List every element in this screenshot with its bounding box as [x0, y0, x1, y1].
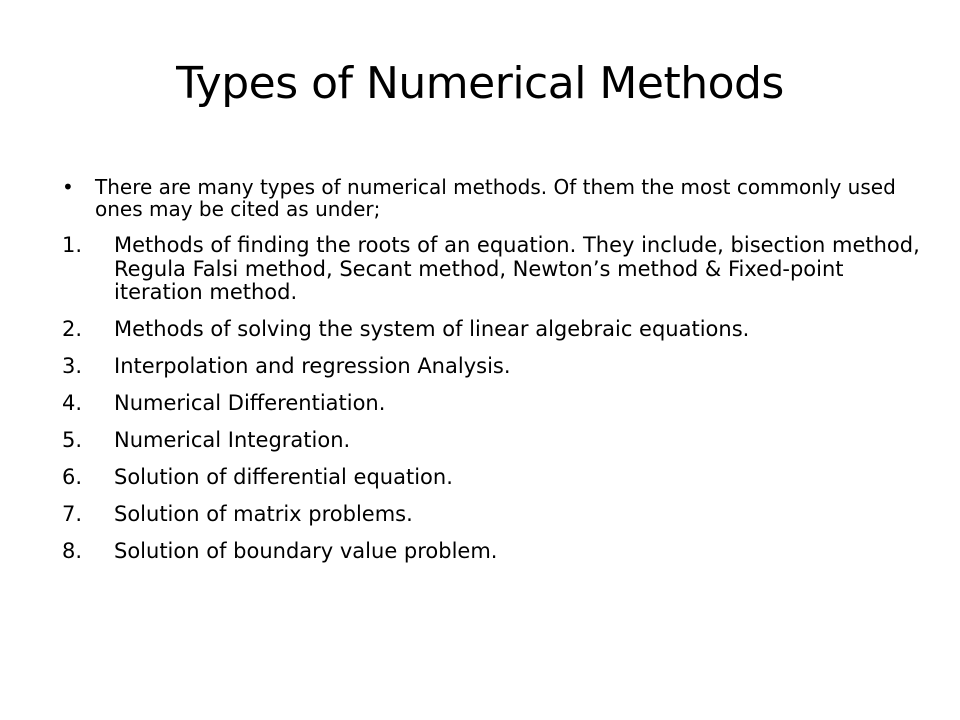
- numbered-list: [62, 234, 922, 564]
- list-item-number: 8.: [62, 539, 83, 563]
- list-item: [62, 318, 922, 342]
- list-item: [62, 540, 922, 564]
- list-item: [62, 503, 922, 527]
- list-item-text: Solution of matrix problems.: [114, 502, 413, 526]
- list-item: [62, 466, 922, 490]
- list-item-text: Interpolation and regression Analysis.: [114, 354, 511, 378]
- list-item-number: 4.: [62, 391, 83, 415]
- list-item: [62, 392, 922, 416]
- list-item-text: Solution of boundary value problem.: [114, 539, 498, 563]
- list-item-number: 3.: [62, 354, 83, 378]
- list-item-number: 2.: [62, 317, 83, 341]
- slide-title: Types of Numerical Methods: [176, 58, 784, 109]
- list-item-text: Methods of solving the system of linear algebraic equations.: [114, 317, 750, 341]
- list-item: [62, 355, 922, 379]
- list-item-text: Solution of differential equation.: [114, 465, 453, 489]
- list-item-text: Numerical Integration.: [114, 428, 351, 452]
- list-item-number: 5.: [62, 428, 83, 452]
- list-item-text: Numerical Differentiation.: [114, 391, 386, 415]
- list-item-text: Methods of finding the roots of an equation. They include, bisection method, Regula Falsi method, Secant method, Newton’s method & Fixed-point iteration method.: [114, 233, 920, 304]
- list-item: [62, 429, 922, 453]
- list-item-number: 6.: [62, 465, 83, 489]
- list-item-number: 7.: [62, 502, 83, 526]
- intro-text: There are many types of numerical methods. Of them the most commonly used ones may be cited as under;: [95, 175, 896, 221]
- intro-paragraph: [62, 176, 922, 220]
- slide-body: [62, 176, 922, 577]
- list-item: [62, 234, 922, 305]
- bullet-icon: •: [62, 175, 74, 199]
- list-item-number: 1.: [62, 233, 83, 257]
